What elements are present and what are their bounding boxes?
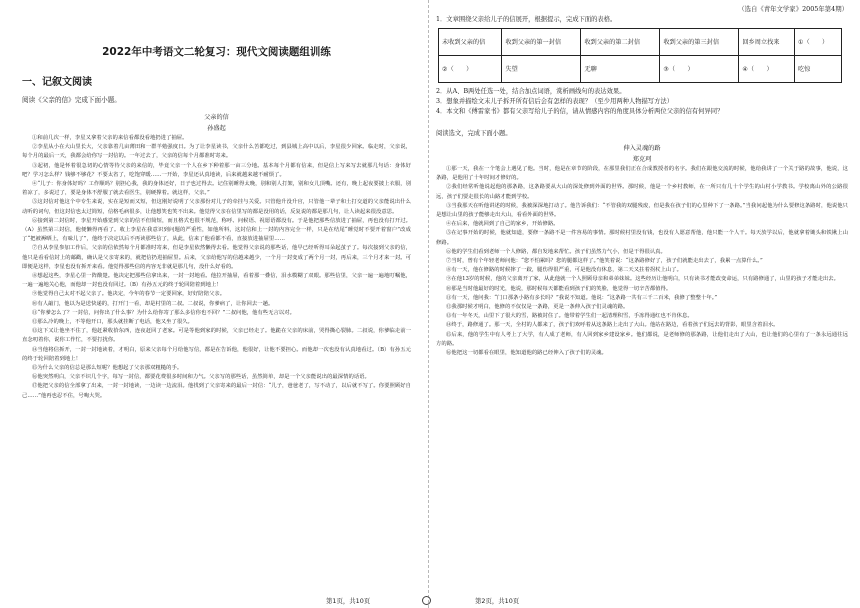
paragraph: ⑭当他将信拆开，一封一封地读着，才明白，原来父亲每个月给他写信，都是在告诉他，他很好，让他不要担心。而他却一次也没有认真地看过。（B）有孙五元的终于轮回陪着到地上！	[22, 346, 411, 362]
paragraph: ⑨在他13岁的时候，他的父亲离开了家，从此他就一个人照顾母亲和弟弟妹妹。这些经历让他明白，只有读书才能改变命运，只有路修通了，山里的孩子才能走出去。	[446, 276, 840, 283]
article-body-2	[436, 165, 848, 358]
reading-instruction: 阅读《父亲的信》完成下面小题。	[22, 96, 121, 104]
paragraph: ②我们经常听他说起他的那条路，这条路要从大山的深处修到外面的世界。那时候，他是一个乡村教师，在一所只有几十个学生的山村小学教书。学校离山外的公路很远，孩子们要走很长的山路才能到学校。	[436, 184, 848, 200]
paragraph: ⑫那么冷的晚上，不等他开口，那头就挂断了电话，他又坐了很久。	[32, 319, 193, 326]
question-2: 2．从A、B两处任选一处，结合加点词语，赏析画线句的表达效果。	[436, 88, 626, 95]
paragraph: ②李星从小在大山里长大，父亲靠着几亩薄田和一群羊勉强度日。为了让李星读书，父亲什么苦都吃过，到县城上高中以后，李星很少回家。临走时，父亲说，每个月的最后一天，我都会给你写一封信的。一年过去了，父亲的信每个月都准时寄来。	[22, 144, 411, 160]
article-author-2: 郑克珂	[632, 156, 652, 163]
table-cell: 收到父亲的第一封信	[502, 29, 581, 56]
table-cell: ③（ ）	[660, 56, 739, 83]
article-source: （选自《青年文学家》2005年第4期）	[738, 5, 848, 13]
page-number-right: 第2页，共10页	[475, 597, 520, 605]
paragraph: ④“儿子：你身体好吗？工作顺吗？别担心我，我的身体还好，日子也过得去。记住别睡得太晚，别和别人打架，别和女儿顶嘴。还有，晚上起夜要披上衣服，别着凉了，多说过了，要是身体不舒服了就去看医生，别硬撑着。就这样，父亲。”	[22, 181, 411, 197]
table-cell: ①（ ）	[794, 29, 841, 56]
paragraph: ⑰他把父亲的信全部拿了出来，一封一封地读，一边读一边流泪。他找到了父亲寄来的最后一封信：“儿子，爸爸老了，写不动了，以后就不写了。你要照顾好自己……”他再也忍不住，号啕大哭。	[22, 383, 411, 399]
left-page	[0, 0, 425, 608]
paragraph: ⑫我那时候才明白，他修的不仅仅是一条路，更是一条伸入孩子们灵魂的路。	[446, 304, 629, 311]
paragraph: ⑯他把这一切都看在眼里，他知道他的路已经伸入了孩子们的灵魂。	[446, 350, 607, 357]
paragraph: ④在后来，他就回到了自己的家乡，开始修路。	[446, 221, 559, 228]
paragraph: ①那一天，我在一个笔会上遇见了他。当时，他是在章节的阶段，在那里我们正在合成教授者的名字。我们在跟他交流的时候，他给我讲了一个关于路的故事，他说，这条路，是他用了十年时间才修好的。	[436, 166, 848, 182]
table-cell: 未收到父亲的信	[439, 29, 502, 56]
reading-instruction-2: 阅读选文，完成下面小题。	[436, 130, 512, 137]
paragraph: ⑥他的学生们看到老师一个人修路，都自发地来帮忙。孩子们虽然力气小，但是干得很认真。	[446, 248, 666, 255]
binding-circle-icon	[422, 596, 431, 605]
question-3: 3．想象并描绘文末儿子拆开所有信后会有怎样的表现？（至少用两种人物描写方法）	[436, 98, 673, 105]
table-cell: 回乡周立找来	[739, 29, 795, 56]
article-author: 孙盛起	[207, 125, 226, 132]
paragraph: ⑬这下又让他坐不住了，他赶紧收拾东西，连夜赶回了老家。可是等他到家的时候，父亲已经走了。他跪在父亲的床前，哭得撕心裂肺。二叔说，你爹临走前一直念叨着你，说你工作忙，不要打扰你。	[22, 328, 411, 344]
answer-table	[438, 28, 842, 83]
document-title: 2022年中考语文二轮复习：现代文阅读题组训练	[102, 46, 331, 58]
paragraph: ⑤这封信对他这个中专生来说，实在是短而又短，但这刚好说明了父亲那份对儿子的牵挂与关爱。只管他升没升官，只管他一辈子和土打交道的父亲能说出什么动听的词句，但这封信也太过简短，信格毛病很多，让他想笑也笑不出来。他觉得父亲在信里写的都是没用的话，反复说的都是那几句，让人读起来很没意思。	[22, 199, 411, 215]
paragraph: ⑤在记事开始的时候，他就知道，要修一条路不是一件容易的事情。那时候村里没有钱，也没有人愿意帮他，他只能一个人干。每天放学以后，他就拿着锄头和铁锹上山修路。	[436, 230, 848, 246]
paragraph: ⑦自从李星参加工作后，父亲的信依然每个月都准时寄来，但是李星依然懒得去看。他觉得父亲说的那些话，他早已经听得耳朵起茧子了。每次接到父亲的信，他只是看看信封上的邮戳，确认是父亲寄来的，就把信扔进抽屉里。后来，父亲给他写的信越来越少，一个月一封变成了两个月一封，再后来，三个月才来一封。可即便是这样，李星也没有拆开来看。他觉得那些信的内容无非就是那几句，没什么好看的。	[22, 245, 411, 270]
table-cell: 无聊	[581, 56, 660, 83]
table-row	[439, 29, 842, 56]
article-title: 父亲的信	[204, 114, 229, 121]
paragraph: ⑬有一年冬天，山里下了很大的雪，路被封住了。他带着学生们一起清理积雪，手冻得通红也不肯休息。	[446, 313, 693, 320]
paragraph: ③当我那天在听他讲述的时候，我被深深地打动了。他告诉我们：“不管我的双腿残废，但是我在孩子们的心里种下了一条路。”当我问起他为什么要修这条路时，他说他只是想让山里的孩子能够走出大山，看看外面的世界。	[436, 202, 848, 219]
article-body	[22, 134, 411, 401]
paragraph: ⑥接到第二封信时，李星开始感觉到父亲的信不但简短，而且格式也很不规范，称呼、问候语、祝愿语都没有。于是他把那些信放进了抽屉，再也没有打开过。（A）虽然第三封信，他便懒得再看了。收上李星在我意识到问题的严重性，如他所料，这封信和上一封的内容完全一样，只是在结尾“睡觉时不要开着窗户”改成了“把被褥晒上，有味儿了”，他终于决定以后不再读那些信了，从此，信来了他看都不看，直接放进抽屉里……	[22, 217, 411, 243]
table-cell: ④（ ）	[739, 56, 795, 83]
table-cell: 吃惊	[794, 56, 841, 83]
paragraph: ①和前几次一样，李星又拿着父亲的来信看都没看地扔进了抽屉。	[32, 135, 188, 141]
table-row	[439, 56, 842, 83]
paragraph: ⑪有一天，他问我：“门口那条小路有多长吗？”我说不知道。他说：“这条路一共有三千二百米，我修了整整十年。”	[446, 294, 718, 301]
paragraph: ⑦当时，曾有个年轻老师问他：“您不怕累吗？您的腿都这样了。”他笑着说：“这条路修好了，孩子们就能走出去了，我累一点算什么。”	[446, 258, 763, 265]
table-cell: 收到父亲的第二封信	[581, 29, 660, 56]
section-heading: 一、记叙文阅读	[22, 77, 92, 88]
paragraph: ⑩那是当时他最好的时光，他说，那时候每天都能看到孩子们的笑脸，他觉得一切辛苦都值得。	[446, 285, 672, 292]
paragraph: ③起初，他是怀着很急切的心情等待父亲的来信的，毕竟父亲一个人在乡下种着那一亩三分地。基本每个月都有信来，但是信上写来写去就那几句话：身体好吧？学习怎么样？钱够不够花？不要太省了，吃饱穿暖……一开始，李星还认真地读，后来就越来越不耐烦了。	[22, 162, 411, 178]
table-cell: 收到父亲的第三封信	[660, 29, 739, 56]
table-cell: 失望	[502, 56, 581, 83]
paragraph: ⑩有人敲门，他以为是送快递的，打开门一看，却是村里的二叔。二叔说，你爹病了，让你回去一趟。	[32, 300, 274, 307]
page-number-left: 第1页，共10页	[326, 597, 371, 605]
right-page	[430, 0, 860, 608]
paragraph: ⑨他觉得自己太对不起父亲了。他决定，今年的春节一定要回家，好好陪陪父亲。	[32, 291, 226, 298]
paragraph: ⑯他突然明白，父亲不识几个字，每写一封信，都要花费很多时间和力气。父亲写的那些话，虽然简单，却是一个父亲能说出的最深情的话语。	[32, 374, 370, 381]
paragraph: ⑮后来，他的学生中有人考上了大学，有人成了老师，有人回到家乡建设家乡。他们都说，是老师修的那条路，让他们走出了大山，也让他们的心里有了一条永远通往远方的路。	[436, 331, 848, 347]
table-cell: ②（ ）	[439, 56, 502, 83]
paragraph: ⑮为什么父亲的信总是那么短呢？他想起了父亲那双粗糙的手。	[32, 365, 183, 372]
paragraph: ⑪“你爹怎么了？一封信，问你出了什么事？为什么给你寄了那么多信你也不回？”二叔问他，他有些无言以对。	[32, 309, 295, 316]
paragraph: ⑧想起这些，李星心里一阵酸楚。他决定把那些信拿出来，一封一封地看。他拉开抽屉，看着那一叠信，泪水模糊了双眼。那些信里，父亲一遍一遍地叮嘱他，一遍一遍地关心他，而他却一封也没有回过。（B）有孙五元的终于轮回陪着到地上！	[22, 273, 411, 289]
question-4: 4．本文和《傅雷家书》都有父亲写给儿子的信，请从情感内容的角度具体分析两位父亲的信有何异同？	[436, 108, 724, 115]
paragraph: ⑧有一天，他在修路的时候摔了一跤，腿伤得很严重，可是他没有休息，第二天又拄着拐杖上山了。	[446, 267, 683, 274]
paragraph: ⑭终于，路修通了。那一天，全村的人都来了，孩子们欢呼着从这条路上走出了大山。他站在路边，看着孩子们远去的背影，眼里含着泪水。	[446, 322, 779, 329]
question-1: 1．文章围绕父亲给儿子的信展开，根据提示，完成下面的表格。	[436, 16, 617, 23]
article-title-2: 伸入灵魂的路	[623, 145, 661, 152]
